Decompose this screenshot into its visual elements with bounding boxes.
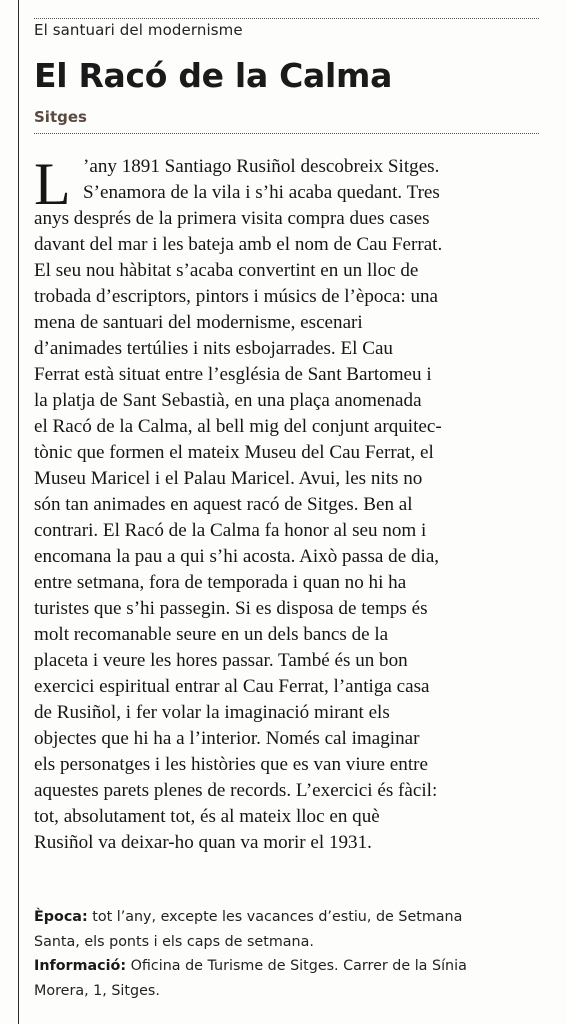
body-line: trobada d’escriptors, pintors i músics de l’època: una: [34, 286, 439, 307]
headline: El Racó de la Calma: [34, 56, 393, 95]
article-body: [34, 151, 539, 856]
body-line: de Rusiñol, i fer volar la imaginació mirant els: [34, 702, 390, 723]
body-line: turistes que s’hi passegin. Si es disposa de temps és: [34, 598, 428, 619]
informacio-text-1: Oficina de Turisme de Sitges. Carrer de la Sínia: [126, 958, 467, 974]
body-line: ’any 1891 Santiago Rusiñol descobreix Sitges.: [83, 156, 440, 177]
body-line: objectes que hi ha a l’interior. Només cal imaginar: [34, 728, 420, 749]
body-line: placeta i veure les hores passar. També és un bon: [34, 650, 408, 671]
body-line: Ferrat està situat entre l’església de Sant Bartomeu i: [34, 364, 432, 385]
body-line: molt recomanable seure en un dels bancs de la: [34, 624, 389, 645]
body-line: Museu Maricel i el Palau Maricel. Avui, les nits no: [34, 468, 423, 489]
body-line: contrari. El Racó de la Calma fa honor al seu nom i: [34, 520, 427, 541]
info-box: [34, 905, 539, 1003]
body-line: el Racó de la Calma, al bell mig del conjunt arquitec-: [34, 416, 442, 437]
body-line: S’enamora de la vila i s’hi acaba quedant. Tres: [83, 182, 440, 203]
body-line: anys després de la primera visita compra dues cases: [34, 208, 430, 229]
body-line: Rusiñol va deixar-ho quan va morir el 1931.: [34, 832, 372, 853]
body-line: El seu nou hàbitat s’acaba convertint en un lloc de: [34, 260, 419, 281]
body-line: la platja de Sant Sebastià, en una plaça anomenada: [34, 390, 422, 411]
info-epoca-line-1: [34, 905, 539, 930]
epoca-label: Època:: [34, 909, 88, 925]
body-line: entre setmana, fora de temporada i quan no hi ha: [34, 572, 407, 593]
top-dotted-rule: [34, 18, 539, 19]
body-line: els personatges i les històries que es van viure entre: [34, 754, 428, 775]
header-dotted-rule: [34, 133, 539, 134]
body-line: tònic que formen el mateix Museu del Cau Ferrat, el: [34, 442, 434, 463]
kicker: El santuari del modernisme: [34, 21, 243, 39]
info-epoca-line-2: Santa, els ponts i els caps de setmana.: [34, 933, 314, 950]
body-line: són tan animades en aquest racó de Sitges. Ben al: [34, 494, 413, 515]
info-informacio-line-1: [34, 954, 539, 979]
drop-cap: L: [34, 151, 71, 217]
informacio-label: Informació:: [34, 958, 127, 974]
body-line: mena de santuari del modernisme, escenari: [34, 312, 363, 333]
body-line: d’animades tertúlies i nits esbojarrades. El Cau: [34, 338, 393, 359]
place-label: Sitges: [34, 108, 87, 126]
body-line: exercici espiritual entrar al Cau Ferrat, l’antiga casa: [34, 676, 430, 697]
info-informacio-line-2: Morera, 1, Sitges.: [34, 982, 160, 999]
body-line: tot, absolutament tot, és al mateix lloc en què: [34, 806, 380, 827]
epoca-text-1: tot l’any, excepte les vacances d’estiu, de Setmana: [87, 909, 463, 925]
left-column-rule: [18, 0, 19, 1024]
body-line: aquestes parets plenes de records. L’exercici és fàcil:: [34, 780, 438, 801]
body-line: davant del mar i les bateja amb el nom de Cau Ferrat.: [34, 234, 443, 255]
body-line: encomana la pau a qui s’hi acosta. Això passa de dia,: [34, 546, 440, 567]
